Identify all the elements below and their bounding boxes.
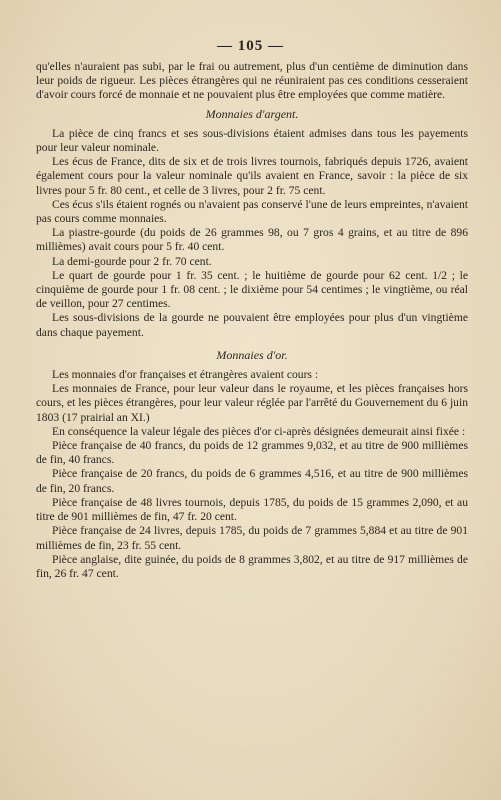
- intro-paragraph: qu'elles n'auraient pas subi, par le frai ou autrement, plus d'un centième de diminution dans leur poids de rigueur. Les pièces étrangères qui ne réuniraient pas ces conditions cesseraient d'avoir cours forcé de monnaie et ne pouvaient plus être employées que comme matière.: [36, 60, 468, 102]
- paragraph: Les monnaies d'or françaises et étrangères avaient cours :: [52, 368, 319, 382]
- heading-monnaies-or: Monnaies d'or.: [216, 347, 288, 362]
- paragraph: La piastre-gourde (du poids de 26 grammes 98, ou 7 gros 4 grains, et au titre de 896 millièmes) avait cours pour 5 fr. 40 cent.: [36, 226, 468, 254]
- paragraph: Pièce française de 24 livres, depuis 1785, du poids de 7 grammes 5,884 et au titre de 901 millièmes de fin, 23 fr. 55 cent.: [36, 524, 468, 552]
- paragraph: Les écus de France, dits de six et de trois livres tournois, fabriqués depuis 1726, avaient également cours pour la valeur nominale qu'ils avaient en France, savoir : la pièce de six livres pour 5 fr. 80 cent., et celle de 3 livres, pour 2 fr. 75 cent.: [36, 155, 468, 197]
- paragraph: La demi-gourde pour 2 fr. 70 cent.: [52, 254, 212, 268]
- paragraph: Pièce anglaise, dite guinée, du poids de 8 grammes 3,802, et au titre de 917 millièmes de fin, 26 fr. 47 cent.: [36, 552, 468, 580]
- paragraph: Pièce française de 40 francs, du poids de 12 grammes 9,032, et au titre de 900 millièmes de fin, 40 francs.: [36, 439, 468, 467]
- paragraph: Le quart de gourde pour 1 fr. 35 cent. ; le huitième de gourde pour 62 cent. 1/2 ; le cinquième de gourde pour 1 fr. 08 cent. ; le dixième pour 54 centimes ; le vingtième, ou réal de veillon, pour 27 centimes.: [36, 268, 468, 311]
- paragraph: Pièce française de 20 francs, du poids de 6 grammes 4,516, et au titre de 900 millièmes de fin, 20 francs.: [36, 467, 468, 495]
- heading-monnaies-argent: Monnaies d'argent.: [205, 106, 299, 121]
- paragraph: La pièce de cinq francs et ses sous-divisions étaient admises dans tous les payements pour leur valeur nominale.: [36, 126, 468, 155]
- spacer: [36, 340, 468, 344]
- page-number: — 105 —: [217, 38, 284, 54]
- paragraph: Ces écus s'ils étaient rognés ou n'avaient pas conservé l'une de leurs empreintes, n'avaient pas cours comme monnaies.: [36, 197, 468, 226]
- paragraph: Pièce française de 48 livres tournois, depuis 1785, du poids de 15 grammes 2,090, et au titre de 901 millièmes de fin, 47 fr. 20 cent.: [36, 495, 468, 524]
- paragraph: Les sous-divisions de la gourde ne pouvaient être employées pour plus d'un vingtième dans chaque payement.: [36, 311, 468, 339]
- paragraph: En conséquence la valeur légale des pièces d'or ci-après désignées demeurait ainsi fixée :: [52, 424, 466, 438]
- paragraph: Les monnaies de France, pour leur valeur dans le royaume, et les pièces françaises hors cours, et les pièces étrangères, pour leur valeur réglée par l'arrêté du Gouvernement du 6 juin 1803 (17 prairial an XI.): [36, 382, 468, 424]
- body-text: [36, 60, 468, 581]
